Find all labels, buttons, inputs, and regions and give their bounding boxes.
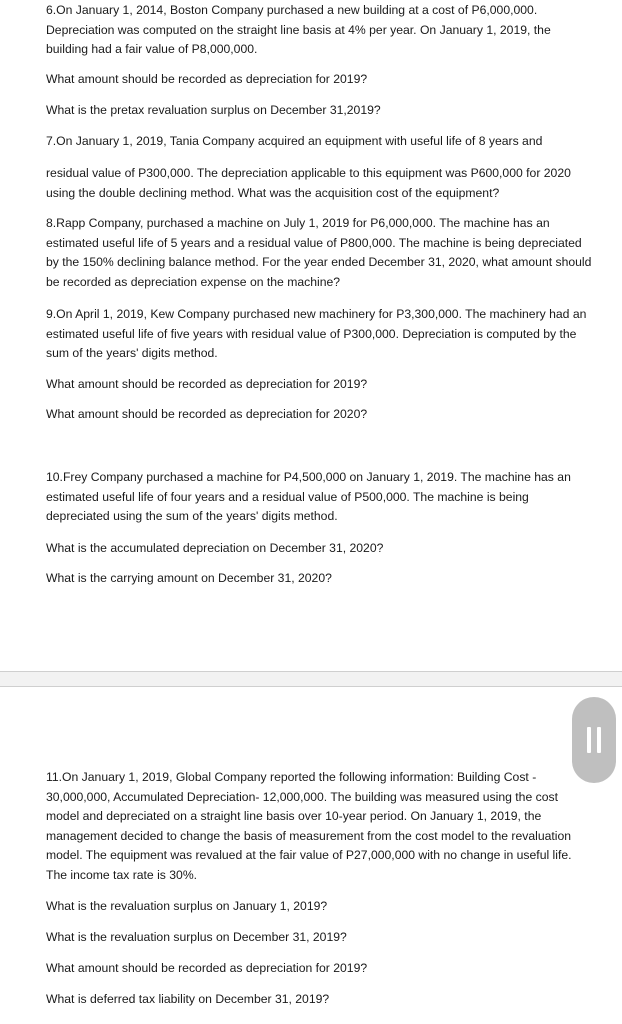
question-11-part-a: What is the revaluation surplus on January 1, 2019? (46, 899, 328, 913)
question-9-part-b: What amount should be recorded as depreciation for 2020? (46, 407, 368, 421)
scroll-handle[interactable] (572, 697, 616, 783)
question-10-part-b: What is the carrying amount on December 31, 2020? (46, 571, 332, 585)
pause-bars-icon (587, 727, 591, 753)
question-10-intro: 10.Frey Company purchased a machine for P4,500,000 on January 1, 2019. The machine has an estimated useful life of four years and a residual value of P500,000. The machine is being depreciated using the sum of the years' digits method. (46, 470, 571, 524)
question-6-intro: 6.On January 1, 2014, Boston Company purchased a new building at a cost of P6,000,000. Depreciation was computed on the straight line basis at 4% per year. On January 1, 2019, the building had a fair value of P8,000,000. (46, 3, 551, 57)
question-7-line-1: 7.On January 1, 2019, Tania Company acquired an equipment with useful life of 8 years and (46, 134, 543, 148)
question-6-part-b: What is the pretax revaluation surplus on December 31,2019? (46, 103, 381, 117)
question-11-part-c: What amount should be recorded as depreciation for 2019? (46, 961, 368, 975)
document-page-2 (0, 687, 622, 1024)
question-9-intro: 9.On April 1, 2019, Kew Company purchased new machinery for P3,300,000. The machinery had an estimated useful life of five years with residual value of P300,000. Depreciation is computed by the sum of the years' digits method. (46, 307, 587, 361)
page-break-gap (0, 671, 622, 687)
question-11-part-b: What is the revaluation surplus on December 31, 2019? (46, 930, 347, 944)
question-11-part-d: What is deferred tax liability on December 31, 2019? (46, 992, 330, 1006)
question-9-part-a: What amount should be recorded as depreciation for 2019? (46, 377, 368, 391)
question-7-line-2: residual value of P300,000. The depreciation applicable to this equipment was P600,000 for 2020 using the double declining method. What was the acquisition cost of the equipment? (46, 166, 571, 200)
question-8: 8.Rapp Company, purchased a machine on July 1, 2019 for P6,000,000. The machine has an estimated useful life of 5 years and a residual value of P800,000. The machine is being depreciated by the 150% declining balance method. For the year ended December 31, 2020, what amount should be recorded as depreciation expense on the machine? (46, 216, 592, 289)
question-11-intro: 11.On January 1, 2019, Global Company reported the following information: Building Cost - 30,000,000, Accumulated Depreciation- 12,000,000. The building was measured using the cost model and depreciated on a straight line basis over 10-year period. On January 1, 2019, the management decided to change the basis of measurement from the cost model to the revaluation model. The equipment was revalued at the fair value of P27,000,000 with no change in useful life. The income tax rate is 30%. (46, 770, 572, 882)
pause-bars-icon (597, 727, 601, 753)
question-6-part-a: What amount should be recorded as depreciation for 2019? (46, 72, 368, 86)
question-10-part-a: What is the accumulated depreciation on December 31, 2020? (46, 541, 384, 555)
